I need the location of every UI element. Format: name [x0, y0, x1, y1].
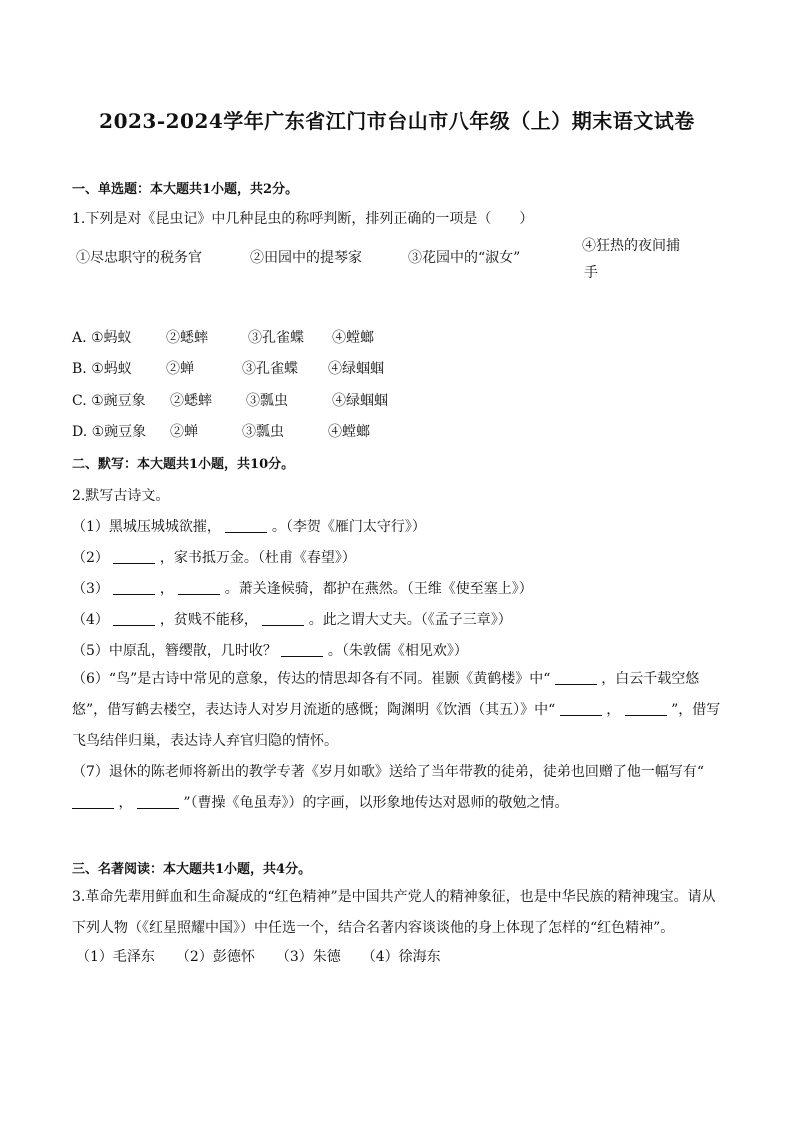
choice-a-3: ③孔雀蝶 [248, 330, 304, 346]
choice-c-2: ②蟋蟀 [170, 393, 212, 409]
option-4-continued: 手 [584, 265, 598, 281]
question-2-stem: 2.默写古诗文。 [72, 488, 170, 504]
question-3-people: （1）毛泽东 （2）彭德怀 （3）朱德 （4）徐海东 [76, 949, 441, 965]
dictation-item-2: （2） ，家书抵万金。（杜甫《春望》） [72, 550, 356, 566]
question-3-stem: 3.革命先辈用鲜血和生命凝成的“红色精神”是中国共产党人的精神象征，也是中华民族的精神瑰宝。请从下列人物（《红星照耀中国》）中任选一个，结合名著内容谈谈他的身上体现了怎样的“红色精神”。 [72, 889, 716, 936]
option-2: ②田园中的提琴家 [250, 250, 362, 266]
answer-blank[interactable] [137, 794, 179, 809]
answer-blank[interactable] [113, 580, 155, 595]
choice-c[interactable] [72, 390, 388, 410]
answer-blank[interactable] [225, 518, 267, 533]
choice-c-4: ④绿蝈蝈 [332, 393, 388, 409]
answer-blank[interactable] [262, 611, 304, 626]
choice-a[interactable] [72, 327, 374, 347]
dictation-item-6: （6）“鸟”是古诗中常见的意象，传达的情思却各有不同。崔颢《黄鹤楼》中“ ，白云千载空悠悠”，借写鹤去楼空，表达诗人对岁月流逝的感慨；陶渊明《饮酒（其五）》中“ ， ”，借写飞鸟结伴归巢，表达诗人弃官归隐的情怀。 [72, 671, 721, 749]
question-1-stem: 1.下列是对《昆虫记》中几种昆虫的称呼判断，排列正确的一项是（ ） [72, 211, 534, 227]
answer-blank[interactable] [555, 670, 597, 685]
choice-a-1: A. ①蚂蚁 [72, 330, 132, 346]
choice-d[interactable] [72, 421, 370, 441]
answer-blank[interactable] [178, 580, 220, 595]
option-3: ③花园中的“淑女” [408, 250, 521, 266]
answer-blank[interactable] [560, 701, 602, 716]
dictation-item-4: （4） ，贫贱不能移， 。此之谓大丈夫。（《孟子三章》） [72, 612, 512, 628]
answer-blank[interactable] [625, 701, 667, 716]
choice-b-2: ②蝉 [166, 361, 194, 377]
answer-blank[interactable] [113, 611, 155, 626]
choice-d-2: ②蝉 [170, 424, 198, 440]
dictation-item-3: （3） ， 。萧关逢候骑，都护在燕然。（王维《使至塞上》） [72, 581, 533, 597]
answer-blank[interactable] [281, 642, 323, 657]
choice-b-3: ③孔雀蝶 [242, 361, 298, 377]
section-heading-dictation: 二、默写：本大题共1小题，共10分。 [72, 457, 295, 472]
choice-c-3: ③瓢虫 [246, 393, 288, 409]
choice-c-1: C. ①豌豆象 [72, 393, 146, 409]
choice-a-4: ④螳螂 [332, 330, 374, 346]
page-title: 2023-2024学年广东省江门市台山市八年级（上）期末语文试卷 [99, 109, 695, 133]
dictation-item-5: （5）中原乱，簪缨散，几时收？ 。（朱敦儒《相见欢》） [72, 643, 468, 659]
dictation-item-7: （7）退休的陈老师将新出的教学专著《岁月如歌》送给了当年带教的徒弟，徒弟也回赠了他一幅写有“ ， ”（曹操《龟虽寿》）的字画，以形象地传达对恩师的敬勉之情。 [72, 764, 705, 811]
dictation-item-1: （1）黑城压城城欲摧， 。（李贺《雁门太守行》） [72, 519, 426, 535]
answer-blank[interactable] [113, 549, 155, 564]
answer-blank[interactable] [72, 794, 114, 809]
option-1: ①尽忠职守的税务官 [76, 250, 202, 266]
section-heading-classic-reading: 三、名著阅读：本大题共1小题，共4分。 [72, 862, 312, 877]
choice-d-4: ④螳螂 [328, 424, 370, 440]
choice-a-2: ②蟋蟀 [166, 330, 208, 346]
option-4: ④狂热的夜间捕 [582, 238, 680, 254]
choice-d-1: D. ①豌豆象 [72, 424, 147, 440]
choice-d-3: ③瓢虫 [242, 424, 284, 440]
choice-b-1: B. ①蚂蚁 [72, 361, 132, 377]
choice-b-4: ④绿蝈蝈 [328, 361, 384, 377]
section-heading-single-choice: 一、单选题：本大题共1小题，共2分。 [72, 182, 299, 197]
choice-b[interactable] [72, 358, 384, 378]
